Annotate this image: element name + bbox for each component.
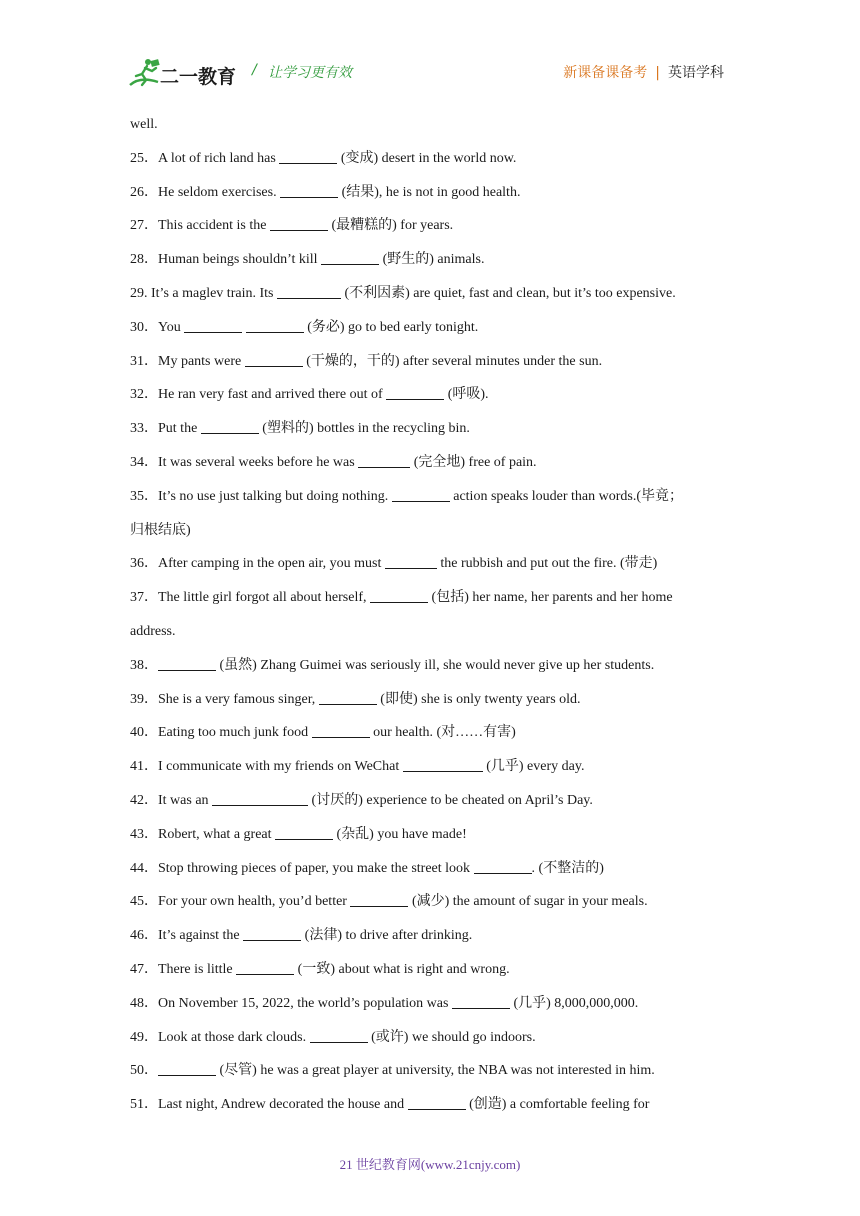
exercise-text: 32．He ran very fast and arrived there out of: [130, 387, 387, 403]
exercise-text: 25．A lot of rich land has: [130, 150, 280, 166]
header-subject: [563, 62, 724, 82]
exercise-text: (包括) her name, her parents and her home: [428, 590, 673, 606]
exercise-text: (杂乱) you have made!: [333, 826, 467, 842]
exercise-text: (或许) we should go indoors.: [367, 1029, 536, 1045]
exercise-list: [130, 108, 740, 1122]
exercise-text: (变成) desert in the world now.: [337, 150, 517, 166]
exercise-line: [130, 716, 740, 750]
exercise-line: [130, 852, 740, 886]
exercise-line: [130, 1088, 740, 1122]
answer-blank[interactable]: [474, 859, 532, 874]
answer-blank[interactable]: [408, 1095, 466, 1110]
exercise-text: (野生的) animals.: [379, 252, 485, 268]
exercise-text: 49．Look at those dark clouds.: [130, 1029, 310, 1045]
exercise-text: 44．Stop throwing pieces of paper, you make the street look: [130, 860, 474, 876]
answer-blank[interactable]: [243, 926, 301, 941]
exercise-line: [130, 412, 740, 446]
exercise-text: (几乎) 8,000,000,000.: [509, 995, 639, 1011]
exercise-text: (务必) go to bed early tonight.: [303, 319, 479, 335]
exercise-text: 41．I communicate with my friends on WeChat: [130, 759, 403, 775]
answer-blank[interactable]: [310, 1028, 368, 1043]
answer-blank[interactable]: [385, 554, 437, 569]
exercise-line: [130, 378, 740, 412]
exercise-text: 47．There is little: [130, 961, 237, 977]
answer-blank[interactable]: [280, 183, 338, 198]
exercise-text: (法律) to drive after drinking.: [301, 928, 473, 944]
exercise-line: [130, 311, 740, 345]
exercise-line: [130, 885, 740, 919]
exercise-text: 51．Last night, Andrew decorated the house and: [130, 1097, 408, 1113]
exercise-text: (虽然) Zhang Guimei was seriously ill, she would never give up her students.: [216, 657, 655, 673]
answer-blank[interactable]: [312, 723, 370, 738]
exercise-text: 31．My pants were: [130, 353, 245, 369]
answer-blank[interactable]: [245, 352, 303, 367]
exercise-text: 48．On November 15, 2022, the world’s population was: [130, 995, 452, 1011]
answer-blank[interactable]: [350, 892, 408, 907]
exercise-line: [130, 446, 740, 480]
exercise-text: 27．This accident is the: [130, 218, 270, 234]
exercise-text: 34．It was several weeks before he was: [130, 454, 359, 470]
page-header: [128, 52, 728, 92]
answer-blank[interactable]: [236, 960, 294, 975]
exercise-text: 50．: [130, 1063, 158, 1079]
answer-blank[interactable]: [184, 318, 242, 333]
answer-blank[interactable]: [158, 1061, 216, 1076]
exercise-text: (完全地) free of pain.: [410, 454, 537, 470]
exercise-text: address.: [130, 623, 176, 639]
header-label-subject: 英语学科: [668, 65, 724, 81]
exercise-text: 40．Eating too much junk food: [130, 725, 312, 741]
exercise-line: [130, 345, 740, 379]
exercise-line: [130, 818, 740, 852]
answer-blank[interactable]: [358, 453, 410, 468]
exercise-line: [130, 784, 740, 818]
exercise-text: (一致) about what is right and wrong.: [294, 961, 510, 977]
exercise-line: [130, 750, 740, 784]
answer-blank[interactable]: [319, 690, 377, 705]
exercise-line: [130, 615, 740, 649]
exercise-line: [130, 514, 740, 548]
exercise-line: [130, 480, 740, 514]
exercise-text: (创造) a comfortable feeling for: [465, 1097, 650, 1113]
exercise-text: 46．It’s against the: [130, 928, 244, 944]
exercise-line: [130, 1021, 740, 1055]
exercise-text: 归根结底): [130, 522, 191, 538]
answer-blank[interactable]: [270, 216, 328, 231]
answer-blank[interactable]: [212, 791, 308, 806]
exercise-line: [130, 277, 740, 311]
logo-text: 二一教育: [160, 66, 237, 88]
runner-logo-icon: [128, 58, 162, 88]
exercise-text: (塑料的) bottles in the recycling bin.: [258, 421, 470, 437]
exercise-text: 28．Human beings shouldn’t kill: [130, 252, 322, 268]
exercise-line: [130, 176, 740, 210]
exercise-text: (即使) she is only twenty years old.: [376, 691, 581, 707]
exercise-line: [130, 209, 740, 243]
exercise-text: (减少) the amount of sugar in your meals.: [408, 894, 648, 910]
exercise-line: [130, 683, 740, 717]
exercise-text: (最糟糕的) for years.: [327, 218, 454, 234]
page-footer: 21 世纪教育网(www.21cnjy.com): [339, 1157, 521, 1172]
exercise-text: (不利因素) are quiet, fast and clean, but it’s too expensive.: [340, 285, 676, 301]
exercise-line: [130, 581, 740, 615]
exercise-text: . (不整洁的): [531, 860, 604, 876]
answer-blank[interactable]: [201, 419, 259, 434]
exercise-text: 30．You: [130, 319, 185, 335]
exercise-text: (结果), he is not in good health.: [338, 184, 521, 200]
exercise-text: 29. It’s a maglev train. Its: [130, 285, 277, 301]
exercise-text: 45．For your own health, you’d better: [130, 894, 351, 910]
exercise-text: the rubbish and put out the fire. (带走): [436, 556, 658, 572]
exercise-text: 26．He seldom exercises.: [130, 184, 281, 200]
exercise-text: 33．Put the: [130, 421, 201, 437]
answer-blank[interactable]: [403, 757, 483, 772]
exercise-line: [130, 108, 740, 142]
exercise-text: well.: [130, 117, 158, 132]
answer-blank[interactable]: [370, 588, 428, 603]
header-slash: /: [252, 62, 257, 78]
exercise-text: 35．It’s no use just talking but doing nothing.: [130, 488, 392, 504]
exercise-text: action speaks louder than words.(毕竟；: [449, 488, 684, 504]
exercise-text: (讨厌的) experience to be cheated on April’s Day.: [308, 792, 593, 808]
exercise-line: [130, 987, 740, 1021]
answer-blank[interactable]: [279, 149, 337, 164]
exercise-line: [130, 649, 740, 683]
answer-blank[interactable]: [275, 825, 333, 840]
exercise-line: [130, 142, 740, 176]
exercise-text: (干燥的，干的) after several minutes under the sun.: [302, 353, 603, 369]
exercise-line: [130, 919, 740, 953]
exercise-text: (尽管) he was a great player at university, the NBA was not interested in him.: [216, 1063, 655, 1079]
header-separator: |: [655, 65, 660, 81]
exercise-text: 43．Robert, what a great: [130, 826, 276, 842]
answer-blank[interactable]: [392, 487, 450, 502]
exercise-line: [130, 1054, 740, 1088]
exercise-text: (几乎) every day.: [482, 759, 585, 775]
answer-blank[interactable]: [321, 250, 379, 265]
exercise-text: 36．After camping in the open air, you must: [130, 556, 385, 572]
answer-blank[interactable]: [386, 385, 444, 400]
exercise-text: 42．It was an: [130, 792, 213, 808]
exercise-text: 39．She is a very famous singer,: [130, 691, 319, 707]
answer-blank[interactable]: [277, 284, 341, 299]
answer-blank[interactable]: [246, 318, 304, 333]
exercise-text: (呼吸).: [444, 387, 489, 403]
exercise-line: [130, 243, 740, 277]
exercise-text: our health. (对……有害): [369, 725, 516, 741]
exercise-line: [130, 953, 740, 987]
exercise-line: [130, 547, 740, 581]
answer-blank[interactable]: [452, 994, 510, 1009]
logo: [128, 58, 248, 88]
header-label-course: 新课备课备考: [563, 65, 648, 81]
exercise-text: 38．: [130, 657, 158, 673]
header-slogan: 让学习更有效: [268, 65, 352, 81]
answer-blank[interactable]: [158, 656, 216, 671]
exercise-text: 37．The little girl forgot all about herself,: [130, 590, 371, 606]
